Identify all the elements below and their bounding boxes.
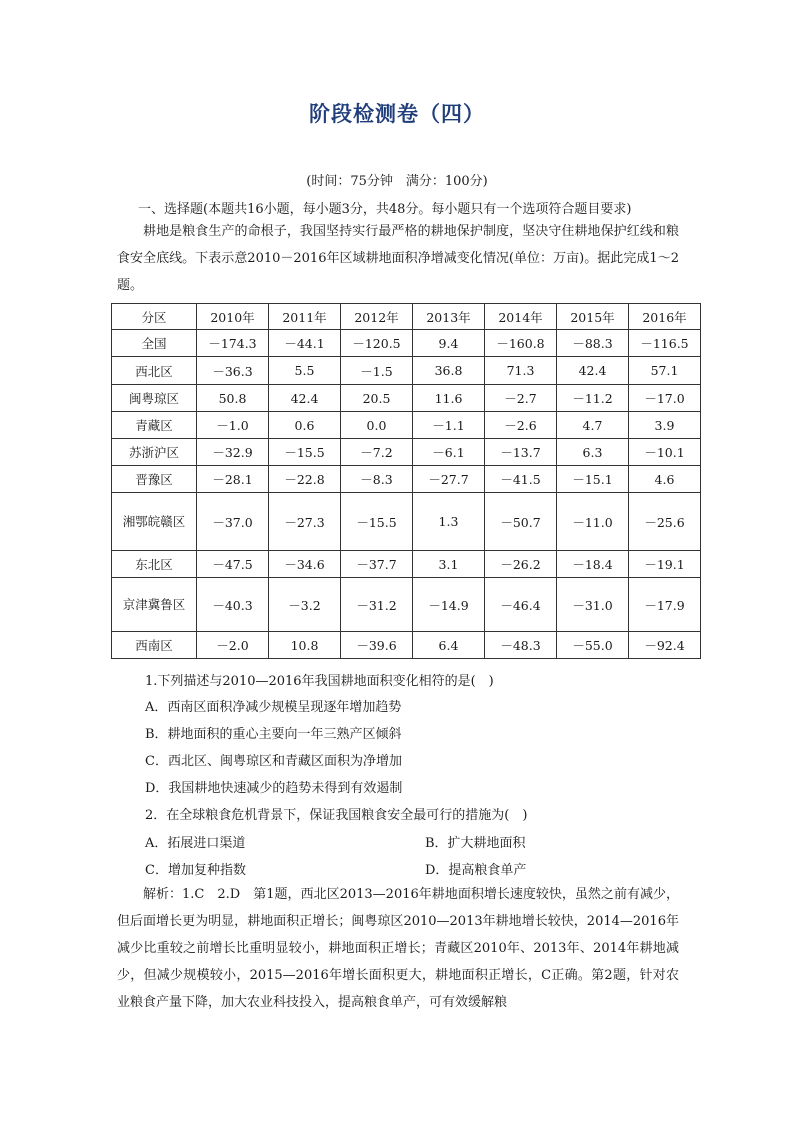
value-cell: 11.6 — [413, 385, 485, 412]
value-cell: －40.3 — [197, 578, 269, 632]
region-name-cell: 京津冀鲁区 — [112, 578, 197, 632]
region-name-cell: 晋豫区 — [112, 466, 197, 493]
q2-option-b: B．扩大耕地面积 — [425, 836, 526, 851]
value-cell: －50.7 — [485, 493, 557, 551]
value-cell: －116.5 — [629, 330, 701, 357]
q2-option-a: A．拓展进口渠道 — [145, 836, 246, 851]
region-name-cell: 东北区 — [112, 551, 197, 578]
value-cell: 3.1 — [413, 551, 485, 578]
value-cell: －120.5 — [341, 330, 413, 357]
section-heading: 一、选择题(本题共16小题，每小题3分，共48分。每小题只有一个选项符合题目要求) — [138, 202, 632, 217]
value-cell: 57.1 — [629, 357, 701, 385]
table-row — [112, 493, 701, 551]
value-cell: －10.1 — [629, 439, 701, 466]
value-cell: －92.4 — [629, 632, 701, 659]
table-row — [112, 412, 701, 439]
value-cell: －19.1 — [629, 551, 701, 578]
value-cell: －18.4 — [557, 551, 629, 578]
value-cell: 6.3 — [557, 439, 629, 466]
value-cell: －11.0 — [557, 493, 629, 551]
analysis-paragraph: 解析：1.C 2.D 第1题，西北区2013—2016年耕地面积增长速度较快，虽然之前有减少，但后面增长更为明显，耕地面积正增长；闽粤琼区2010—2013年耕地增长较快，2014—2016年减少比重较之前增长比重明显较小，耕地面积正增长；青藏区2010年、2013年、2014年耕地减少，但减少规模较小，2015—2016年增长面积更大，耕地面积正增长，C正确。第2题，针对农业粮食产量下降，加大农业科技投入，提高粮食单产，可有效缓解粮 — [117, 887, 679, 1010]
value-cell: －2.0 — [197, 632, 269, 659]
value-cell: －37.7 — [341, 551, 413, 578]
value-cell: 42.4 — [269, 385, 341, 412]
value-cell: 4.7 — [557, 412, 629, 439]
value-cell: －22.8 — [269, 466, 341, 493]
region-name-cell: 西南区 — [112, 632, 197, 659]
value-cell: －48.3 — [485, 632, 557, 659]
table-header-cell: 2015年 — [557, 304, 629, 330]
value-cell: －11.2 — [557, 385, 629, 412]
value-cell: 50.8 — [197, 385, 269, 412]
q2-option-d: D．提高粮食单产 — [425, 863, 527, 878]
page-title: 阶段检测卷（四） — [309, 102, 485, 126]
value-cell: －26.2 — [485, 551, 557, 578]
value-cell: 0.6 — [269, 412, 341, 439]
value-cell: 10.8 — [269, 632, 341, 659]
table-row — [112, 439, 701, 466]
q1-option-a: A．西南区面积净减少规模呈现逐年增加趋势 — [145, 700, 402, 715]
value-cell: －55.0 — [557, 632, 629, 659]
value-cell: －34.6 — [269, 551, 341, 578]
data-table — [111, 303, 701, 659]
value-cell: －14.9 — [413, 578, 485, 632]
q1-option-d: D．我国耕地快速减少的趋势未得到有效遏制 — [145, 781, 403, 796]
value-cell: －174.3 — [197, 330, 269, 357]
table-header-cell: 2014年 — [485, 304, 557, 330]
value-cell: 5.5 — [269, 357, 341, 385]
value-cell: －28.1 — [197, 466, 269, 493]
value-cell: 36.8 — [413, 357, 485, 385]
value-cell: －36.3 — [197, 357, 269, 385]
value-cell: －160.8 — [485, 330, 557, 357]
value-cell: －8.3 — [341, 466, 413, 493]
value-cell: 71.3 — [485, 357, 557, 385]
value-cell: －27.7 — [413, 466, 485, 493]
table-header-cell: 2011年 — [269, 304, 341, 330]
value-cell: －1.0 — [197, 412, 269, 439]
table-header-cell: 2010年 — [197, 304, 269, 330]
value-cell: －15.5 — [341, 493, 413, 551]
value-cell: 9.4 — [413, 330, 485, 357]
table-row — [112, 466, 701, 493]
value-cell: 4.6 — [629, 466, 701, 493]
table-row — [112, 385, 701, 412]
table-row — [112, 632, 701, 659]
q1-option-b: B．耕地面积的重心主要向一年三熟产区倾斜 — [145, 727, 402, 742]
value-cell: －46.4 — [485, 578, 557, 632]
value-cell: 0.0 — [341, 412, 413, 439]
value-cell: －1.1 — [413, 412, 485, 439]
value-cell: 1.3 — [413, 493, 485, 551]
q2-option-c: C．增加复种指数 — [145, 863, 246, 878]
value-cell: －88.3 — [557, 330, 629, 357]
q1-stem: 1.下列描述与2010—2016年我国耕地面积变化相符的是( ) — [145, 674, 494, 689]
value-cell: －32.9 — [197, 439, 269, 466]
region-name-cell: 青藏区 — [112, 412, 197, 439]
table-header-cell: 2013年 — [413, 304, 485, 330]
region-name-cell: 西北区 — [112, 357, 197, 385]
value-cell: －6.1 — [413, 439, 485, 466]
value-cell: －7.2 — [341, 439, 413, 466]
region-name-cell: 苏浙沪区 — [112, 439, 197, 466]
value-cell: －13.7 — [485, 439, 557, 466]
value-cell: －31.2 — [341, 578, 413, 632]
table-header-cell: 分区 — [112, 304, 197, 330]
value-cell: －31.0 — [557, 578, 629, 632]
intro-paragraph: 耕地是粮食生产的命根子，我国坚持实行最严格的耕地保护制度，坚决守住耕地保护红线和粮食安全底线。下表示意2010－2016年区域耕地面积净增减变化情况(单位：万亩)。据此完成1～2题。 — [117, 224, 679, 293]
value-cell: －39.6 — [341, 632, 413, 659]
table-row — [112, 330, 701, 357]
value-cell: 6.4 — [413, 632, 485, 659]
value-cell: －47.5 — [197, 551, 269, 578]
value-cell: －25.6 — [629, 493, 701, 551]
region-name-cell: 湘鄂皖赣区 — [112, 493, 197, 551]
value-cell: －2.6 — [485, 412, 557, 439]
q1-option-c: C．西北区、闽粤琼区和青藏区面积为净增加 — [145, 754, 402, 769]
table-header-row — [112, 304, 701, 330]
value-cell: －17.0 — [629, 385, 701, 412]
table-header-cell: 2016年 — [629, 304, 701, 330]
region-name-cell: 全国 — [112, 330, 197, 357]
table-row — [112, 551, 701, 578]
value-cell: －3.2 — [269, 578, 341, 632]
value-cell: 42.4 — [557, 357, 629, 385]
value-cell: －41.5 — [485, 466, 557, 493]
table-row — [112, 578, 701, 632]
value-cell: 20.5 — [341, 385, 413, 412]
value-cell: －1.5 — [341, 357, 413, 385]
exam-meta: (时间：75分钟 满分：100分) — [306, 174, 488, 189]
table-row — [112, 357, 701, 385]
value-cell: －15.1 — [557, 466, 629, 493]
table-header-cell: 2012年 — [341, 304, 413, 330]
value-cell: －27.3 — [269, 493, 341, 551]
value-cell: －37.0 — [197, 493, 269, 551]
value-cell: －2.7 — [485, 385, 557, 412]
value-cell: －17.9 — [629, 578, 701, 632]
value-cell: －44.1 — [269, 330, 341, 357]
value-cell: 3.9 — [629, 412, 701, 439]
region-name-cell: 闽粤琼区 — [112, 385, 197, 412]
value-cell: －15.5 — [269, 439, 341, 466]
q2-stem: 2．在全球粮食危机背景下，保证我国粮食安全最可行的措施为( ) — [145, 808, 528, 823]
